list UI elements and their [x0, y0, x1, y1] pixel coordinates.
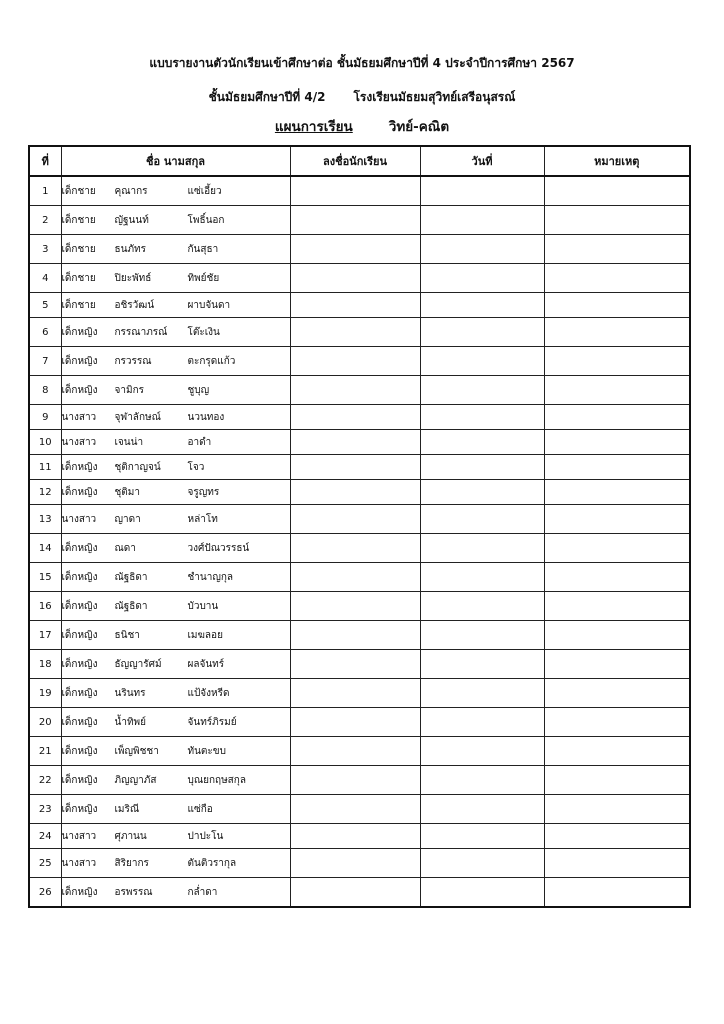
table-row	[29, 376, 690, 405]
signature-cell[interactable]	[290, 480, 420, 505]
col-header-number: ที่	[29, 146, 61, 176]
date-cell[interactable]	[420, 534, 544, 563]
student-name	[61, 430, 290, 455]
student-roster-table	[28, 145, 691, 908]
row-number: 23	[29, 795, 61, 824]
student-name	[61, 480, 290, 505]
first-name: อชิรวัฒน์	[114, 299, 155, 311]
table-row	[29, 592, 690, 621]
signature-cell[interactable]	[290, 708, 420, 737]
student-name	[61, 563, 290, 592]
col-header-name: ชื่อ นามสกุล	[61, 146, 290, 176]
remark-cell[interactable]	[544, 878, 690, 908]
table-row	[29, 430, 690, 455]
first-name: กรวรรณ	[114, 355, 152, 367]
last-name: บุณยกฤษสกุล	[187, 774, 246, 786]
table-body	[29, 176, 690, 907]
remark-cell[interactable]	[544, 480, 690, 505]
table-row	[29, 405, 690, 430]
name-prefix: นางสาว	[61, 513, 97, 525]
date-cell[interactable]	[420, 176, 544, 206]
signature-cell[interactable]	[290, 824, 420, 849]
report-title: แบบรายงานตัวนักเรียนเข้าศึกษาต่อ ชั้นมัธยมศึกษาปีที่ 4 ประจำปีการศึกษา 2567	[149, 56, 575, 70]
col-header-signature: ลงชื่อนักเรียน	[290, 146, 420, 176]
last-name: กล่ำดา	[187, 886, 218, 898]
first-name: ธนภัทร	[114, 243, 146, 255]
name-prefix: เด็กหญิง	[61, 658, 98, 670]
first-name: ปิยะพัทธ์	[114, 272, 152, 284]
date-cell[interactable]	[420, 795, 544, 824]
student-name	[61, 621, 290, 650]
first-name: ชุติมา	[114, 486, 140, 498]
student-name	[61, 592, 290, 621]
last-name: ผาบจันดา	[187, 299, 231, 311]
row-number: 22	[29, 766, 61, 795]
row-number: 26	[29, 878, 61, 908]
table-row	[29, 849, 690, 878]
date-cell[interactable]	[420, 318, 544, 347]
row-number: 16	[29, 592, 61, 621]
signature-cell[interactable]	[290, 293, 420, 318]
student-name	[61, 206, 290, 235]
last-name: วงศ์ปัณวรรธน์	[187, 542, 250, 554]
remark-cell[interactable]	[544, 264, 690, 293]
signature-cell[interactable]	[290, 592, 420, 621]
row-number: 4	[29, 264, 61, 293]
study-plan-line	[0, 119, 724, 135]
first-name: ศุภานน	[114, 830, 147, 842]
row-number: 20	[29, 708, 61, 737]
remark-cell[interactable]	[544, 737, 690, 766]
row-number: 24	[29, 824, 61, 849]
remark-cell[interactable]	[544, 347, 690, 376]
last-name: ตันติวรากุล	[187, 857, 237, 869]
signature-cell[interactable]	[290, 347, 420, 376]
row-number: 12	[29, 480, 61, 505]
student-name	[61, 795, 290, 824]
name-prefix: เด็กหญิง	[61, 355, 98, 367]
table-row	[29, 563, 690, 592]
row-number: 2	[29, 206, 61, 235]
name-prefix: เด็กชาย	[61, 185, 96, 197]
row-number: 21	[29, 737, 61, 766]
table-header-row	[29, 146, 690, 176]
student-name	[61, 176, 290, 206]
class-school-line	[0, 89, 724, 105]
signature-cell[interactable]	[290, 650, 420, 679]
name-prefix: นางสาว	[61, 436, 97, 448]
remark-cell[interactable]	[544, 766, 690, 795]
name-prefix: นางสาว	[61, 411, 97, 423]
student-name	[61, 824, 290, 849]
remark-cell[interactable]	[544, 650, 690, 679]
remark-cell[interactable]	[544, 621, 690, 650]
name-prefix: เด็กหญิง	[61, 745, 98, 757]
last-name: บัวบาน	[187, 600, 219, 612]
col-header-remark: หมายเหตุ	[544, 146, 690, 176]
first-name: นรินทร	[114, 687, 146, 699]
table-row	[29, 766, 690, 795]
table-row	[29, 650, 690, 679]
signature-cell[interactable]	[290, 534, 420, 563]
table-row	[29, 318, 690, 347]
signature-cell[interactable]	[290, 206, 420, 235]
name-prefix: เด็กชาย	[61, 214, 96, 226]
student-name	[61, 650, 290, 679]
student-name	[61, 455, 290, 480]
date-cell[interactable]	[420, 405, 544, 430]
row-number: 17	[29, 621, 61, 650]
signature-cell[interactable]	[290, 405, 420, 430]
remark-cell[interactable]	[544, 176, 690, 206]
school-name: โรงเรียนมัธยมสุวิทย์เสรีอนุสรณ์	[353, 90, 516, 104]
row-number: 11	[29, 455, 61, 480]
date-cell[interactable]	[420, 480, 544, 505]
name-prefix: เด็กหญิง	[61, 600, 98, 612]
last-name: หล่าโท	[187, 513, 218, 525]
row-number: 1	[29, 176, 61, 206]
table-row	[29, 455, 690, 480]
date-cell[interactable]	[420, 376, 544, 405]
class-label: ชั้นมัธยมศึกษาปีที่ 4/2	[208, 90, 326, 104]
first-name: ธนิชา	[114, 629, 140, 641]
remark-cell[interactable]	[544, 849, 690, 878]
first-name: ธัญญารัศม์	[114, 658, 162, 670]
remark-cell[interactable]	[544, 405, 690, 430]
student-name	[61, 766, 290, 795]
col-header-date: วันที่	[420, 146, 544, 176]
first-name: สิริยากร	[114, 857, 149, 869]
row-number: 25	[29, 849, 61, 878]
signature-cell[interactable]	[290, 235, 420, 264]
row-number: 13	[29, 505, 61, 534]
last-name: โพธิ์นอก	[187, 214, 225, 226]
row-number: 19	[29, 679, 61, 708]
row-number: 5	[29, 293, 61, 318]
name-prefix: เด็กหญิง	[61, 803, 98, 815]
table-row	[29, 679, 690, 708]
date-cell[interactable]	[420, 766, 544, 795]
last-name: ชูบุญ	[187, 384, 210, 396]
table-row	[29, 505, 690, 534]
table-row	[29, 621, 690, 650]
remark-cell[interactable]	[544, 592, 690, 621]
last-name: จรูญทร	[187, 486, 220, 498]
date-cell[interactable]	[420, 824, 544, 849]
date-cell[interactable]	[420, 505, 544, 534]
last-name: อาดำ	[187, 436, 212, 448]
table-row	[29, 534, 690, 563]
row-number: 14	[29, 534, 61, 563]
date-cell[interactable]	[420, 206, 544, 235]
signature-cell[interactable]	[290, 563, 420, 592]
table-row	[29, 795, 690, 824]
first-name: เพ็ญพิชชา	[114, 745, 159, 757]
table-row	[29, 708, 690, 737]
last-name: กันสุธา	[187, 243, 219, 255]
first-name: ญัฐนนท์	[114, 214, 149, 226]
table-row	[29, 206, 690, 235]
student-name	[61, 318, 290, 347]
signature-cell[interactable]	[290, 679, 420, 708]
table-row	[29, 235, 690, 264]
remark-cell[interactable]	[544, 795, 690, 824]
date-cell[interactable]	[420, 849, 544, 878]
date-cell[interactable]	[420, 878, 544, 908]
plan-value: วิทย์-คณิต	[388, 119, 450, 135]
table-row	[29, 824, 690, 849]
row-number: 7	[29, 347, 61, 376]
first-name: จามิกร	[114, 384, 144, 396]
name-prefix: เด็กหญิง	[61, 542, 98, 554]
table-row	[29, 878, 690, 908]
last-name: นวนทอง	[187, 411, 225, 423]
signature-cell[interactable]	[290, 264, 420, 293]
signature-cell[interactable]	[290, 430, 420, 455]
plan-label: แผนการเรียน	[274, 119, 353, 135]
first-name: ณดา	[114, 542, 136, 554]
student-name	[61, 534, 290, 563]
table-row	[29, 737, 690, 766]
student-name	[61, 737, 290, 766]
name-prefix: นางสาว	[61, 830, 97, 842]
last-name: ทิพย์ชัย	[187, 272, 220, 284]
remark-cell[interactable]	[544, 376, 690, 405]
name-prefix: เด็กชาย	[61, 243, 96, 255]
remark-cell[interactable]	[544, 206, 690, 235]
first-name: ญาดา	[114, 513, 141, 525]
date-cell[interactable]	[420, 679, 544, 708]
row-number: 10	[29, 430, 61, 455]
name-prefix: นางสาว	[61, 857, 97, 869]
student-name	[61, 849, 290, 878]
student-name	[61, 264, 290, 293]
first-name: ชุติกาญจน์	[114, 461, 161, 473]
signature-cell[interactable]	[290, 849, 420, 878]
first-name: ภิญญาภัส	[114, 774, 157, 786]
remark-cell[interactable]	[544, 708, 690, 737]
student-name	[61, 679, 290, 708]
signature-cell[interactable]	[290, 376, 420, 405]
date-cell[interactable]	[420, 455, 544, 480]
date-cell[interactable]	[420, 430, 544, 455]
row-number: 3	[29, 235, 61, 264]
remark-cell[interactable]	[544, 534, 690, 563]
first-name: ณัฐธิดา	[114, 571, 148, 583]
remark-cell[interactable]	[544, 505, 690, 534]
row-number: 6	[29, 318, 61, 347]
name-prefix: เด็กหญิง	[61, 486, 98, 498]
date-cell[interactable]	[420, 708, 544, 737]
signature-cell[interactable]	[290, 795, 420, 824]
last-name: ผลจันทร์	[187, 658, 225, 670]
first-name: จุฬาลักษณ์	[114, 411, 161, 423]
student-name	[61, 293, 290, 318]
date-cell[interactable]	[420, 737, 544, 766]
last-name: โต๊ะเงิน	[187, 326, 220, 338]
row-number: 9	[29, 405, 61, 430]
table-row	[29, 480, 690, 505]
last-name: แป้จังหรีด	[187, 687, 230, 699]
last-name: แซ่กือ	[187, 803, 213, 815]
date-cell[interactable]	[420, 293, 544, 318]
name-prefix: เด็กหญิง	[61, 461, 98, 473]
table-row	[29, 347, 690, 376]
signature-cell[interactable]	[290, 878, 420, 908]
name-prefix: เด็กหญิง	[61, 774, 98, 786]
signature-cell[interactable]	[290, 318, 420, 347]
signature-cell[interactable]	[290, 176, 420, 206]
remark-cell[interactable]	[544, 455, 690, 480]
last-name: แซ่เอี้ยว	[187, 185, 222, 197]
first-name: กรรณาภรณ์	[114, 326, 168, 338]
name-prefix: เด็กหญิง	[61, 629, 98, 641]
first-name: เจนน่า	[114, 436, 144, 448]
name-prefix: เด็กหญิง	[61, 571, 98, 583]
remark-cell[interactable]	[544, 235, 690, 264]
date-cell[interactable]	[420, 235, 544, 264]
last-name: เมฆลอย	[187, 629, 223, 641]
row-number: 15	[29, 563, 61, 592]
first-name: อรพรรณ	[114, 886, 153, 898]
student-name	[61, 505, 290, 534]
name-prefix: เด็กชาย	[61, 299, 96, 311]
student-name	[61, 708, 290, 737]
last-name: ตะกรุดแก้ว	[187, 355, 236, 367]
remark-cell[interactable]	[544, 679, 690, 708]
signature-cell[interactable]	[290, 455, 420, 480]
row-number: 18	[29, 650, 61, 679]
student-name	[61, 405, 290, 430]
date-cell[interactable]	[420, 592, 544, 621]
date-cell[interactable]	[420, 264, 544, 293]
first-name: ณัฐธิดา	[114, 600, 148, 612]
student-name	[61, 347, 290, 376]
remark-cell[interactable]	[544, 430, 690, 455]
remark-cell[interactable]	[544, 824, 690, 849]
student-name	[61, 235, 290, 264]
signature-cell[interactable]	[290, 737, 420, 766]
name-prefix: เด็กหญิง	[61, 716, 98, 728]
first-name: คุณากร	[114, 185, 148, 197]
name-prefix: เด็กหญิง	[61, 687, 98, 699]
date-cell[interactable]	[420, 621, 544, 650]
student-name	[61, 376, 290, 405]
row-number: 8	[29, 376, 61, 405]
last-name: ทันตะขบ	[187, 745, 226, 757]
table-row	[29, 293, 690, 318]
table-row	[29, 176, 690, 206]
remark-cell[interactable]	[544, 563, 690, 592]
table-row	[29, 264, 690, 293]
name-prefix: เด็กชาย	[61, 272, 96, 284]
last-name: โจว	[187, 461, 205, 473]
name-prefix: เด็กหญิง	[61, 326, 98, 338]
last-name: จันทร์ภิรมย์	[187, 716, 237, 728]
student-name	[61, 878, 290, 908]
remark-cell[interactable]	[544, 293, 690, 318]
last-name: ปาปะโน	[187, 830, 224, 842]
first-name: เมริณี	[114, 803, 140, 815]
signature-cell[interactable]	[290, 621, 420, 650]
signature-cell[interactable]	[290, 505, 420, 534]
last-name: ชำนาญกุล	[187, 571, 234, 583]
remark-cell[interactable]	[544, 318, 690, 347]
name-prefix: เด็กหญิง	[61, 886, 98, 898]
date-cell[interactable]	[420, 650, 544, 679]
date-cell[interactable]	[420, 563, 544, 592]
signature-cell[interactable]	[290, 766, 420, 795]
name-prefix: เด็กหญิง	[61, 384, 98, 396]
first-name: น้ำทิพย์	[114, 716, 146, 728]
date-cell[interactable]	[420, 347, 544, 376]
